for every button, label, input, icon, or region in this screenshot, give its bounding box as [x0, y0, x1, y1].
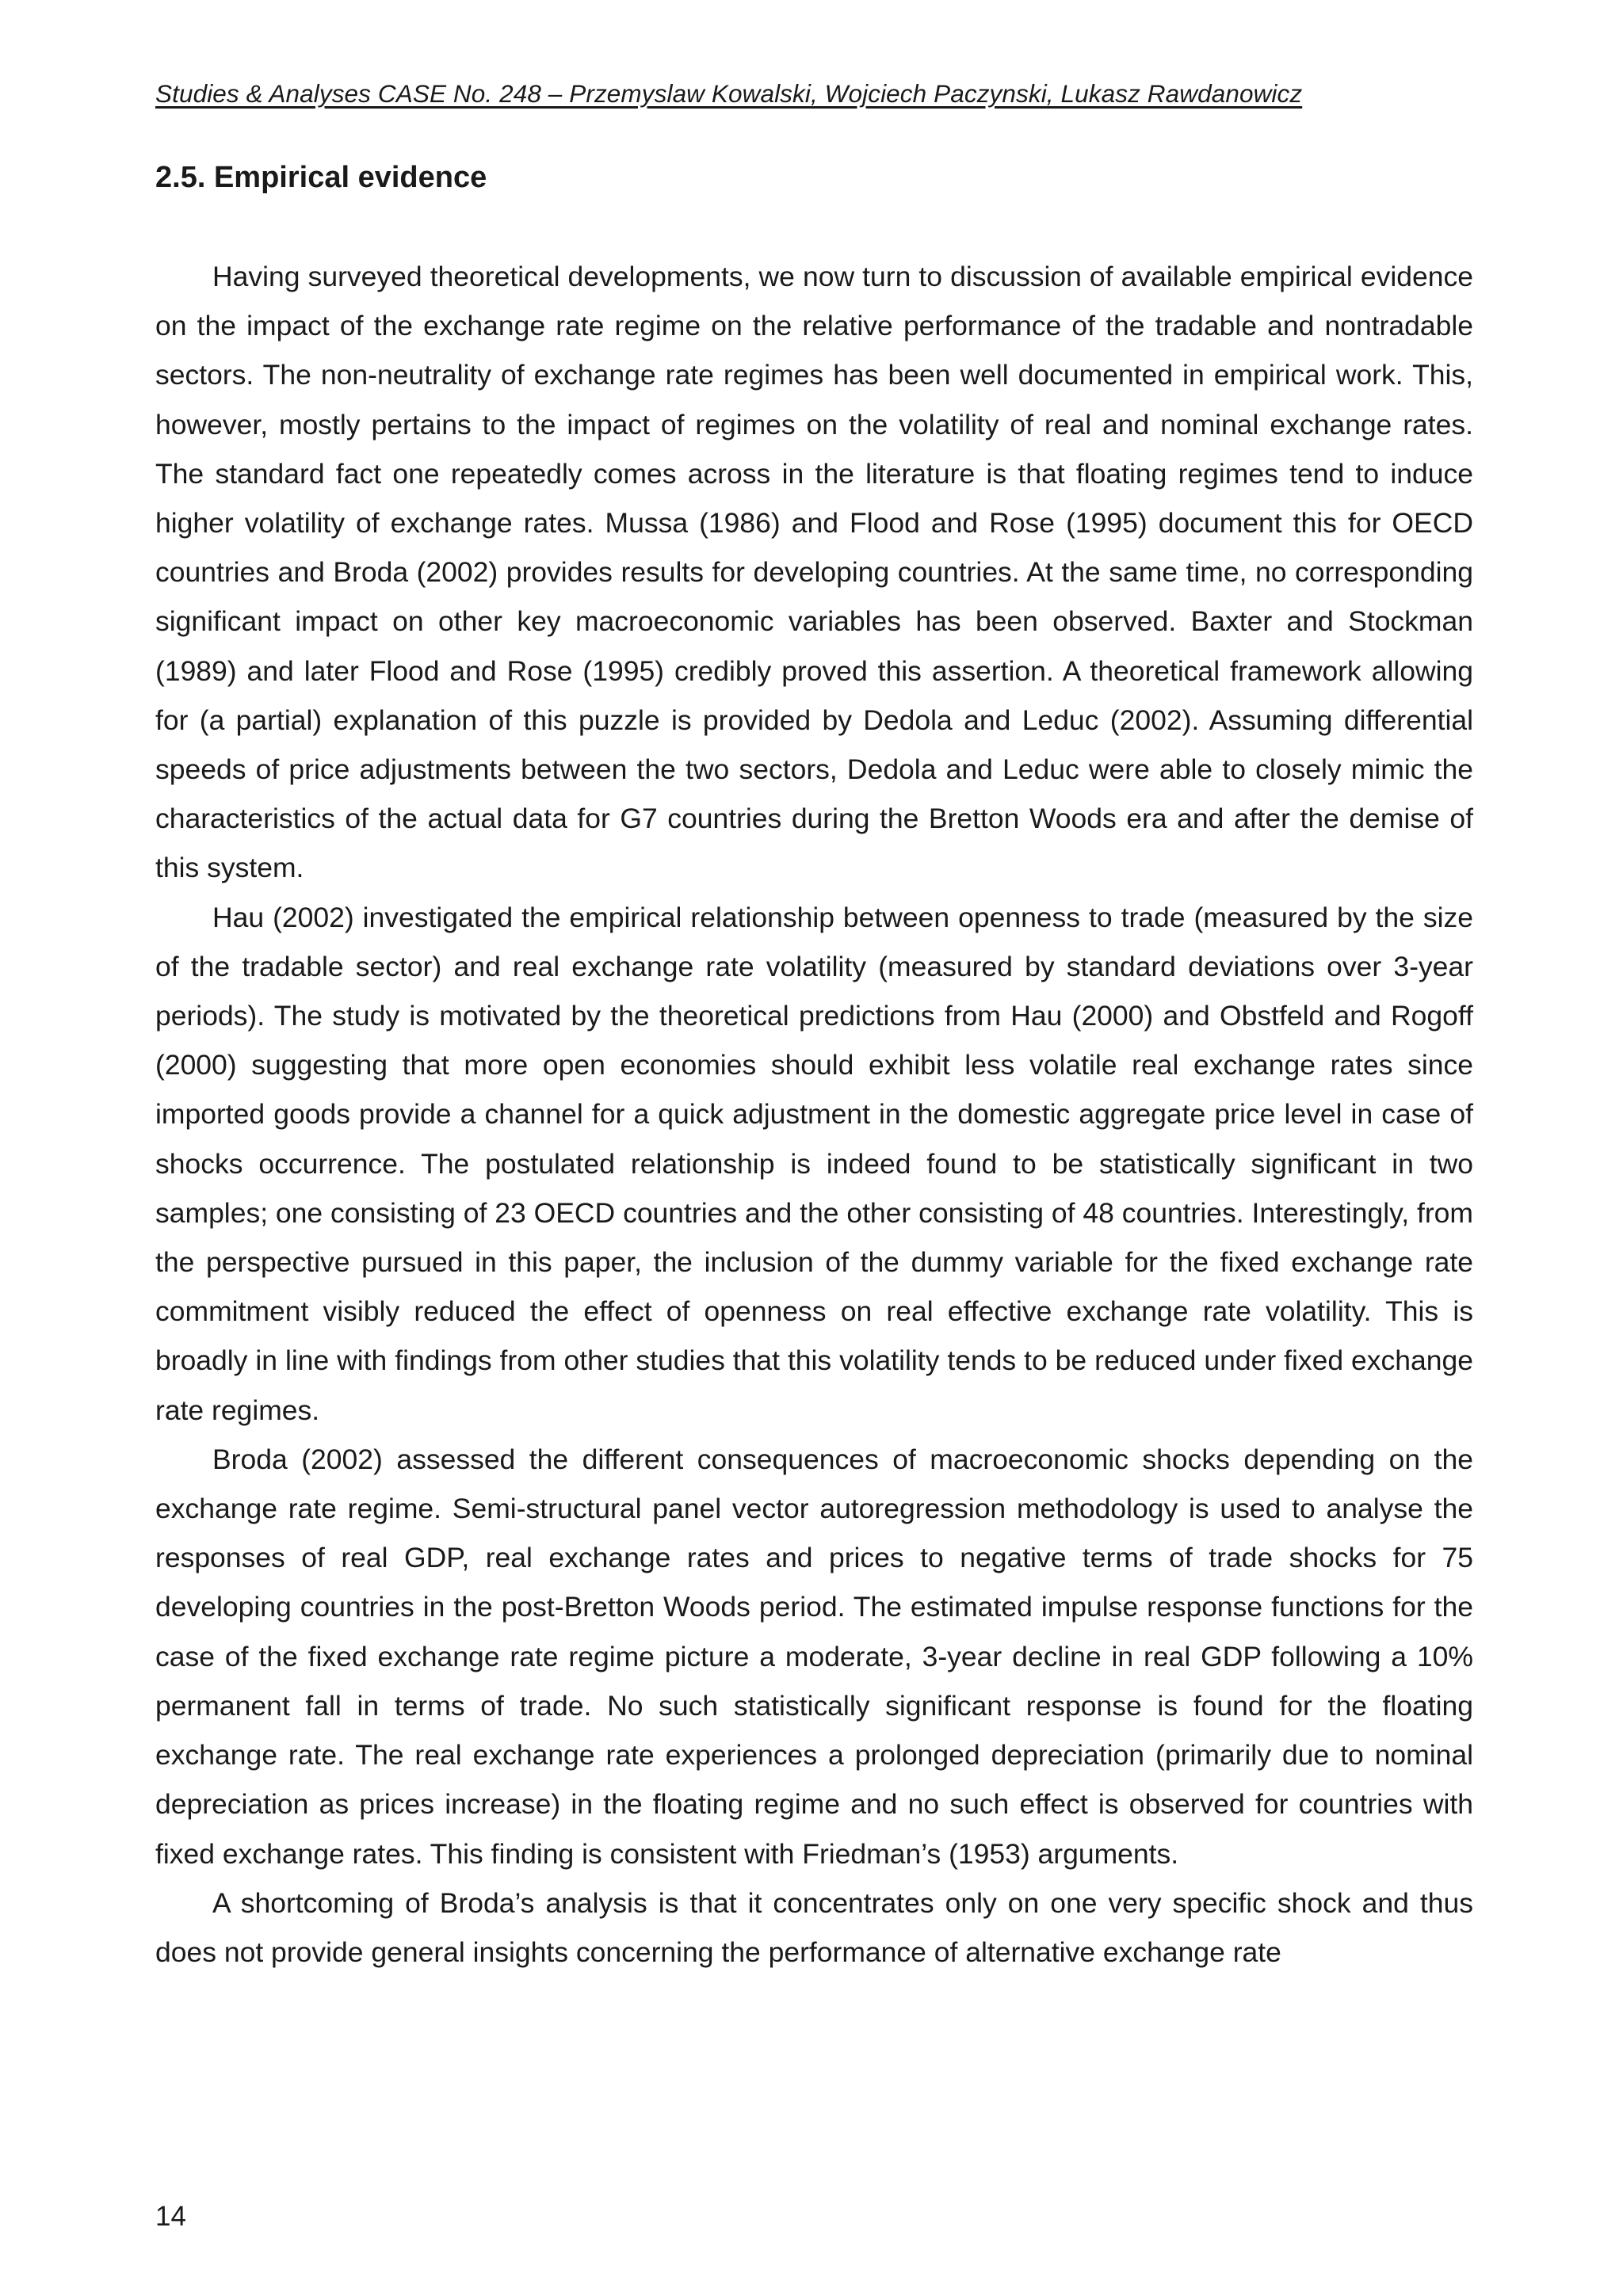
paragraph-2: Hau (2002) investigated the empirical relationship between openness to trade (measured by the size of the tradable sector) and real exchange rate volatility (measured by standard deviations over 3-year periods). The study is motivated by the theoretical predictions from Hau (2000) and Obstfeld and Rogoff (2000) suggesting that more open economies should exhibit less volatile real exchange rates since imported goods provide a channel for a quick adjustment in the domestic aggregate price level in case of shocks occurrence. The postulated relationship is indeed found to be statistically significant in two samples; one consisting of 23 OECD countries and the other consisting of 48 countries. Interestingly, from the perspective pursued in this paper, the inclusion of the dummy variable for the fixed exchange rate commitment visibly reduced the effect of openness on real effective exchange rate volatility. This is broadly in line with findings from other studies that this volatility tends to be reduced under fixed exchange rate regimes. — [155, 901, 1473, 1426]
paragraph-4: A shortcoming of Broda’s analysis is that it concentrates only on one very specific shock and thus does not provide general insights concerning the performance of alternative exchange rate — [155, 1886, 1473, 1968]
body-text — [155, 252, 1473, 1977]
section-heading: 2.5. Empirical evidence — [155, 161, 487, 194]
running-header: Studies & Analyses CASE No. 248 – Przemyslaw Kowalski, Wojciech Paczynski, Lukasz Rawdanowicz — [155, 79, 1303, 108]
page-number: 14 — [155, 2201, 186, 2232]
paragraph-1: Having surveyed theoretical developments, we now turn to discussion of available empirical evidence on the impact of the exchange rate regime on the relative performance of the tradable and nontradable sectors. The non-neutrality of exchange rate regimes has been well documented in empirical work. This, however, mostly pertains to the impact of regimes on the volatility of real and nominal exchange rates. The standard fact one repeatedly comes across in the literature is that floating regimes tend to induce higher volatility of exchange rates. Mussa (1986) and Flood and Rose (1995) document this for OECD countries and Broda (2002) provides results for developing countries. At the same time, no corresponding significant impact on other key macroeconomic variables has been observed. Baxter and Stockman (1989) and later Flood and Rose (1995) credibly proved this assertion. A theoretical framework allowing for (a partial) explanation of this puzzle is provided by Dedola and Leduc (2002). Assuming differential speeds of price adjustments between the two sectors, Dedola and Leduc were able to closely mimic the characteristics of the actual data for G7 countries during the Bretton Woods era and after the demise of this system. — [155, 261, 1473, 884]
paragraph-3: Broda (2002) assessed the different consequences of macroeconomic shocks depending on the exchange rate regime. Semi-structural panel vector autoregression methodology is used to analyse the responses of real GDP, real exchange rates and prices to negative terms of trade shocks for 75 developing countries in the post-Bretton Woods period. The estimated impulse response functions for the case of the fixed exchange rate regime picture a moderate, 3-year decline in real GDP following a 10% permanent fall in terms of trade. No such statistically significant response is found for the floating exchange rate. The real exchange rate experiences a prolonged depreciation (primarily due to nominal depreciation as prices increase) in the floating regime and no such effect is observed for countries with fixed exchange rates. This finding is consistent with Friedman’s (1953) arguments. — [155, 1443, 1473, 1870]
